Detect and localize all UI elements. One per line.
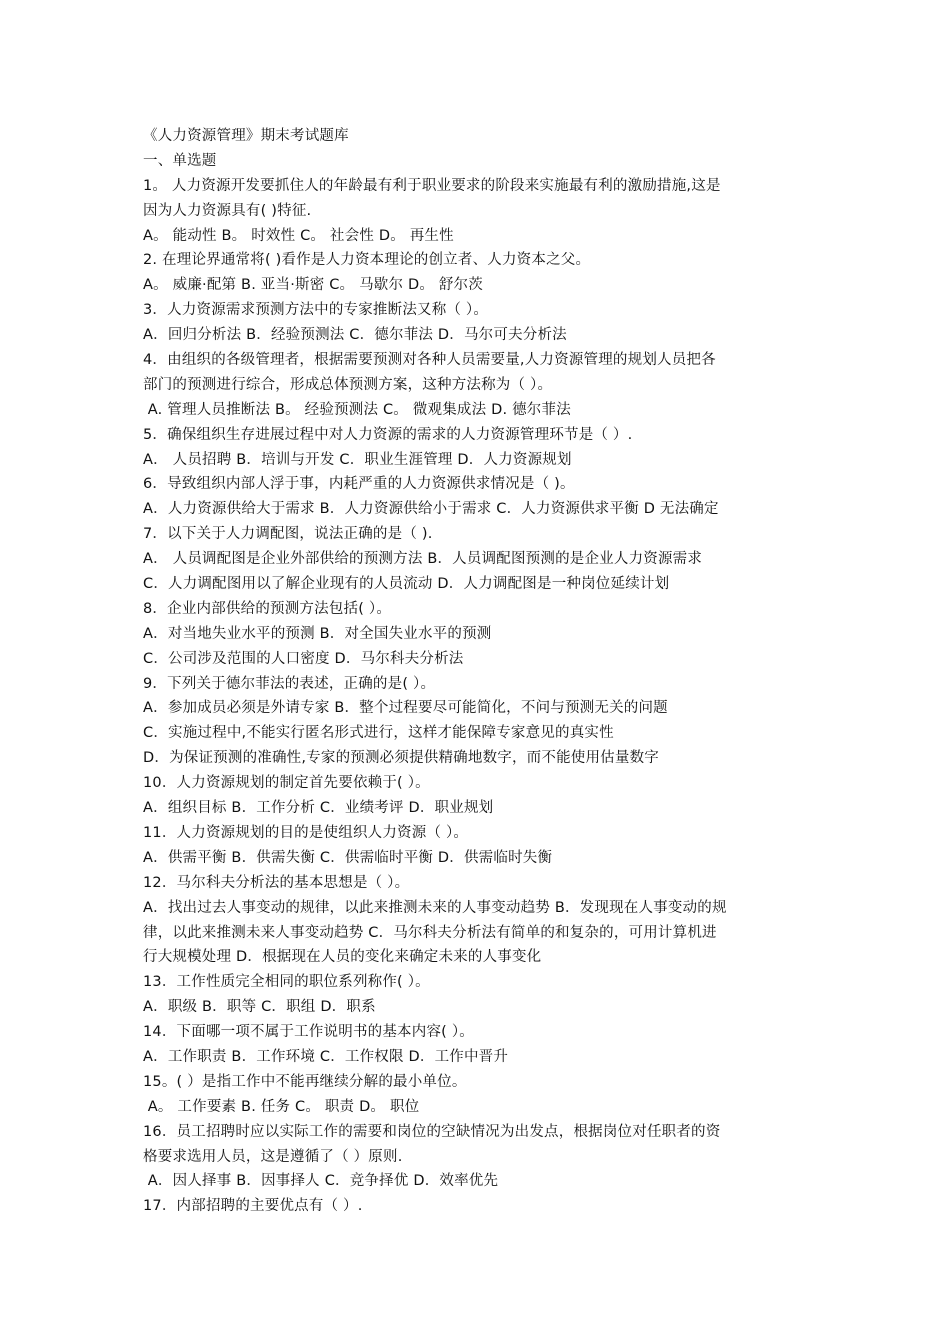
question-line: 14．下面哪一项不属于工作说明书的基本内容( ）。 bbox=[143, 1024, 474, 1041]
options-line: A. 管理人员推断法 B。 经验预测法 C。 微观集成法 D. 德尔菲法 bbox=[143, 401, 571, 418]
question-line: 部门的预测进行综合，形成总体预测方案，这种方法称为（ ）。 bbox=[143, 376, 553, 393]
question-line: 因为人力资源具有( )特征. bbox=[143, 202, 312, 219]
section-heading: 一、单选题 bbox=[143, 152, 217, 169]
options-line: A． 人员招聘 B．培训与开发 C．职业生涯管理 D．人力资源规划 bbox=[143, 451, 572, 468]
options-line: A．人力资源供给大于需求 B．人力资源供给小于需求 C．人力资源供求平衡 D 无法确定 bbox=[143, 501, 719, 518]
question-line: 10．人力资源规划的制定首先要依赖于( ）。 bbox=[143, 775, 430, 792]
options-line: 律，以此来推测未来人事变动趋势 C．马尔科夫分析法有简单的和复杂的，可用计算机进 bbox=[143, 924, 717, 941]
question-line: 9．下列关于德尔菲法的表述，正确的是( ）。 bbox=[143, 675, 436, 692]
question-line: 3．人力资源需求预测方法中的专家推断法又称（ ）。 bbox=[143, 302, 489, 319]
options-line: C．人力调配图用以了解企业现有的人员流动 D．人力调配图是一种岗位延续计划 bbox=[143, 576, 670, 593]
question-line: 4．由组织的各级管理者，根据需要预测对各种人员需要量,人力资源管理的规划人员把各 bbox=[143, 352, 716, 369]
question-line: 17．内部招聘的主要优点有（ ）. bbox=[143, 1198, 363, 1215]
options-line: A． 人员调配图是企业外部供给的预测方法 B．人员调配图预测的是企业人力资源需求 bbox=[143, 551, 703, 568]
options-line: D．为保证预测的准确性,专家的预测必须提供精确地数字，而不能使用估量数字 bbox=[143, 750, 659, 767]
options-line: A。 威廉·配第 B. 亚当·斯密 C。 马歇尔 D。 舒尔茨 bbox=[143, 277, 483, 294]
options-line: A．因人择事 B．因事择人 C．竞争择优 D．效率优先 bbox=[143, 1173, 499, 1190]
document-body bbox=[143, 124, 811, 1219]
options-line: A．参加成员必须是外请专家 B．整个过程要尽可能简化，不问与预测无关的问题 bbox=[143, 700, 668, 717]
question-line: 1。 人力资源开发要抓住人的年龄最有利于职业要求的阶段来实施最有利的激励措施,这是 bbox=[143, 177, 721, 194]
question-line: 13．工作性质完全相同的职位系列称作( ）。 bbox=[143, 974, 430, 991]
options-line: A．组织目标 B．工作分析 C．业绩考评 D．职业规划 bbox=[143, 800, 494, 817]
options-line: A．对当地失业水平的预测 B．对全国失业水平的预测 bbox=[143, 625, 492, 642]
question-line: 7．以下关于人力调配图，说法正确的是（ ). bbox=[143, 526, 433, 543]
document-title: 《人力资源管理》期末考试题库 bbox=[143, 128, 349, 144]
question-line: 11．人力资源规划的目的是使组织人力资源（ ）。 bbox=[143, 824, 469, 841]
options-line: 行大规模处理 D．根据现在人员的变化来确定未来的人事变化 bbox=[143, 949, 542, 966]
question-line: 16．员工招聘时应以实际工作的需要和岗位的空缺情况为出发点，根据岗位对任职者的资 bbox=[143, 1123, 721, 1140]
options-line: A。 能动性 B。 时效性 C。 社会性 D。 再生性 bbox=[143, 227, 454, 244]
question-line: 格要求选用人员，这是遵循了（ ）原则. bbox=[143, 1148, 403, 1165]
question-line: 12．马尔科夫分析法的基本思想是（ ）。 bbox=[143, 874, 410, 891]
question-line: 2. 在理论界通常将( )看作是人力资本理论的创立者、人力资本之父。 bbox=[143, 252, 591, 269]
question-line: 15。( ）是指工作中不能再继续分解的最小单位。 bbox=[143, 1073, 467, 1090]
options-line: C．实施过程中,不能实行匿名形式进行，这样才能保障专家意见的真实性 bbox=[143, 725, 614, 742]
options-line: A．回归分析法 B．经验预测法 C．德尔菲法 D．马尔可夫分析法 bbox=[143, 327, 567, 344]
options-line: A．职级 B．职等 C．职组 D．职系 bbox=[143, 999, 376, 1016]
question-line: 5．确保组织生存进展过程中对人力资源的需求的人力资源管理环节是（ ）. bbox=[143, 426, 633, 443]
options-line: A．供需平衡 B．供需失衡 C．供需临时平衡 D．供需临时失衡 bbox=[143, 849, 553, 866]
question-line: 8．企业内部供给的预测方法包括( ）。 bbox=[143, 600, 392, 617]
options-line: C．公司涉及范围的人口密度 D．马尔科夫分析法 bbox=[143, 650, 464, 667]
options-line: A．找出过去人事变动的规律，以此来推测未来的人事变动趋势 B．发现现在人事变动的规 bbox=[143, 899, 727, 916]
options-line: A。 工作要素 B. 任务 C。 职责 D。 职位 bbox=[143, 1098, 420, 1115]
options-line: A．工作职责 B．工作环境 C．工作权限 D．工作中晋升 bbox=[143, 1048, 509, 1065]
question-line: 6．导致组织内部人浮于事，内耗严重的人力资源供求情况是（ )。 bbox=[143, 476, 575, 493]
